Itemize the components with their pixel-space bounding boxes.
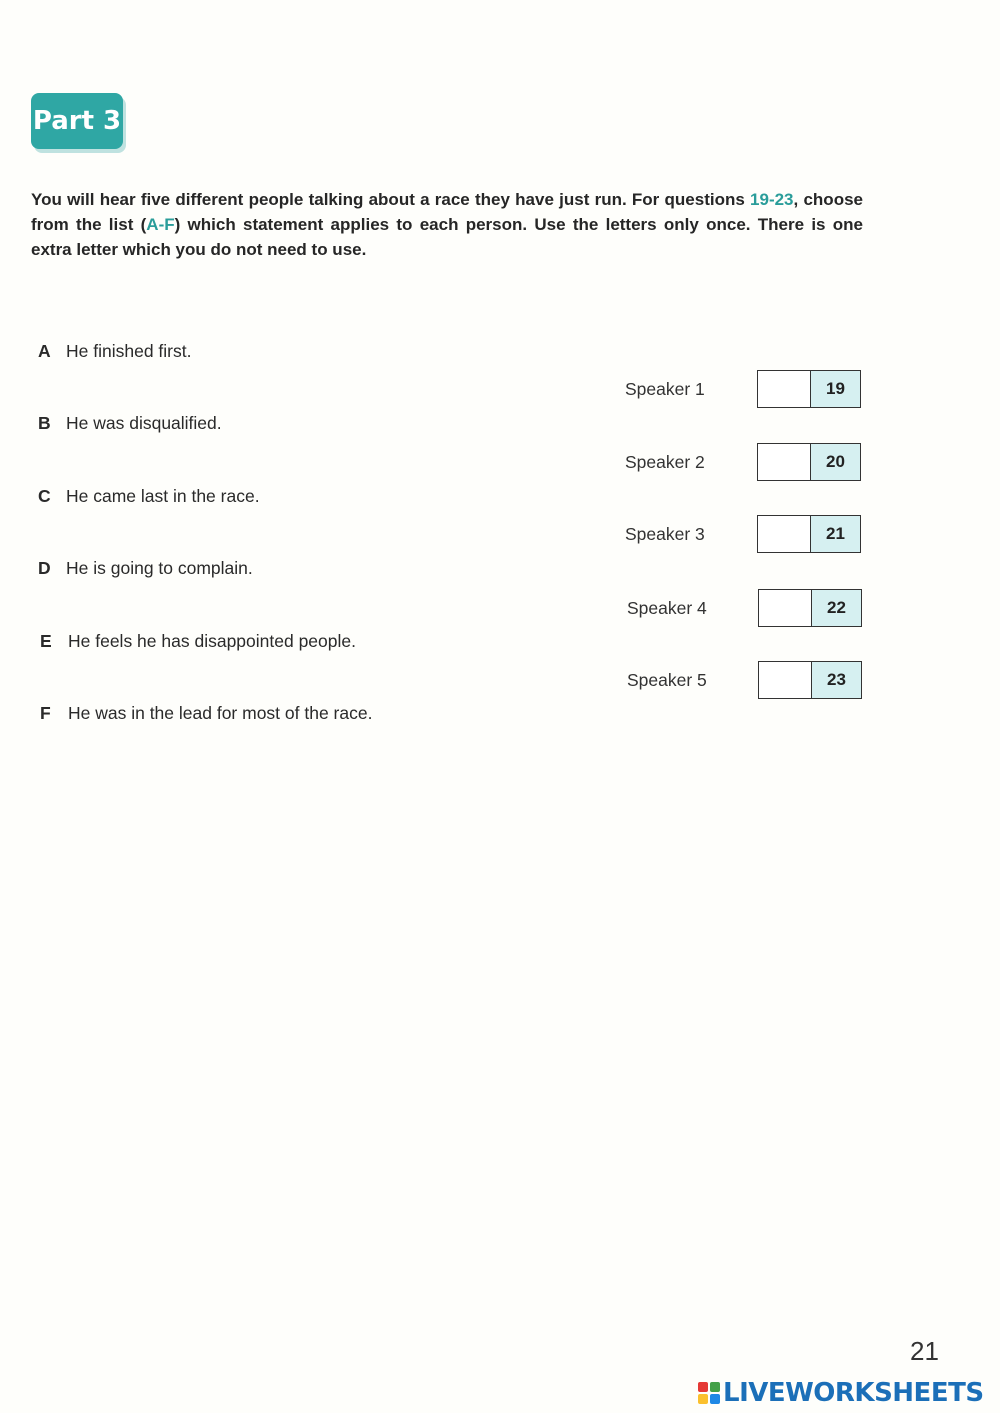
option-a [38,341,191,362]
option-text: He is going to complain. [66,558,253,578]
instructions-text-2: , choose from the list ( [31,190,863,234]
option-text: He came last in the race. [66,486,260,506]
question-number-19: 19 [811,371,860,407]
part-label: Part 3 [32,106,122,136]
letters-range: A-F [146,215,175,234]
question-number-21: 21 [811,516,860,552]
answer-input-21[interactable] [758,516,811,552]
liveworksheets-logo[interactable] [698,1378,984,1408]
answer-box-22 [758,589,862,627]
logo-text: LIVEWORKSHEETS [723,1378,984,1408]
speaker-2-label: Speaker 2 [625,452,705,472]
option-e [40,631,356,652]
answer-input-22[interactable] [759,590,812,626]
speaker-1-label: Speaker 1 [625,379,705,399]
speaker-4-label: Speaker 4 [627,598,707,618]
answer-input-20[interactable] [758,444,811,480]
instructions-text-1: You will hear five different people talking about a race they have just run. For questions [31,190,751,209]
option-b [38,413,222,434]
answer-input-19[interactable] [758,371,811,407]
answer-box-20 [757,443,861,481]
questions-range: 19-23 [750,190,794,209]
page-number: 21 [910,1336,939,1366]
option-text: He was in the lead for most of the race. [68,703,373,723]
instructions-text-3: ) which statement applies to each person. Use the letters only once. There is one extra letter which you do not need to use. [31,215,863,259]
question-number-23: 23 [812,662,861,698]
option-letter: A [38,341,51,361]
option-letter: F [40,703,51,723]
option-text: He was disqualified. [66,413,222,433]
answer-box-23 [758,661,862,699]
option-letter: C [38,486,51,506]
question-number-22: 22 [812,590,861,626]
question-number-20: 20 [811,444,860,480]
speaker-3-label: Speaker 3 [625,524,705,544]
answer-box-19 [757,370,861,408]
instructions [31,187,863,262]
option-letter: B [38,413,51,433]
part-badge [31,93,123,149]
option-letter: E [40,631,52,651]
answer-input-23[interactable] [759,662,812,698]
option-text: He finished first. [66,341,192,361]
option-text: He feels he has disappointed people. [68,631,356,651]
option-d [38,558,253,579]
answer-box-21 [757,515,861,553]
option-f [40,703,372,724]
speaker-5-label: Speaker 5 [627,670,707,690]
option-letter: D [38,558,51,578]
liveworksheets-logo-icon [698,1382,720,1404]
option-c [38,486,260,507]
